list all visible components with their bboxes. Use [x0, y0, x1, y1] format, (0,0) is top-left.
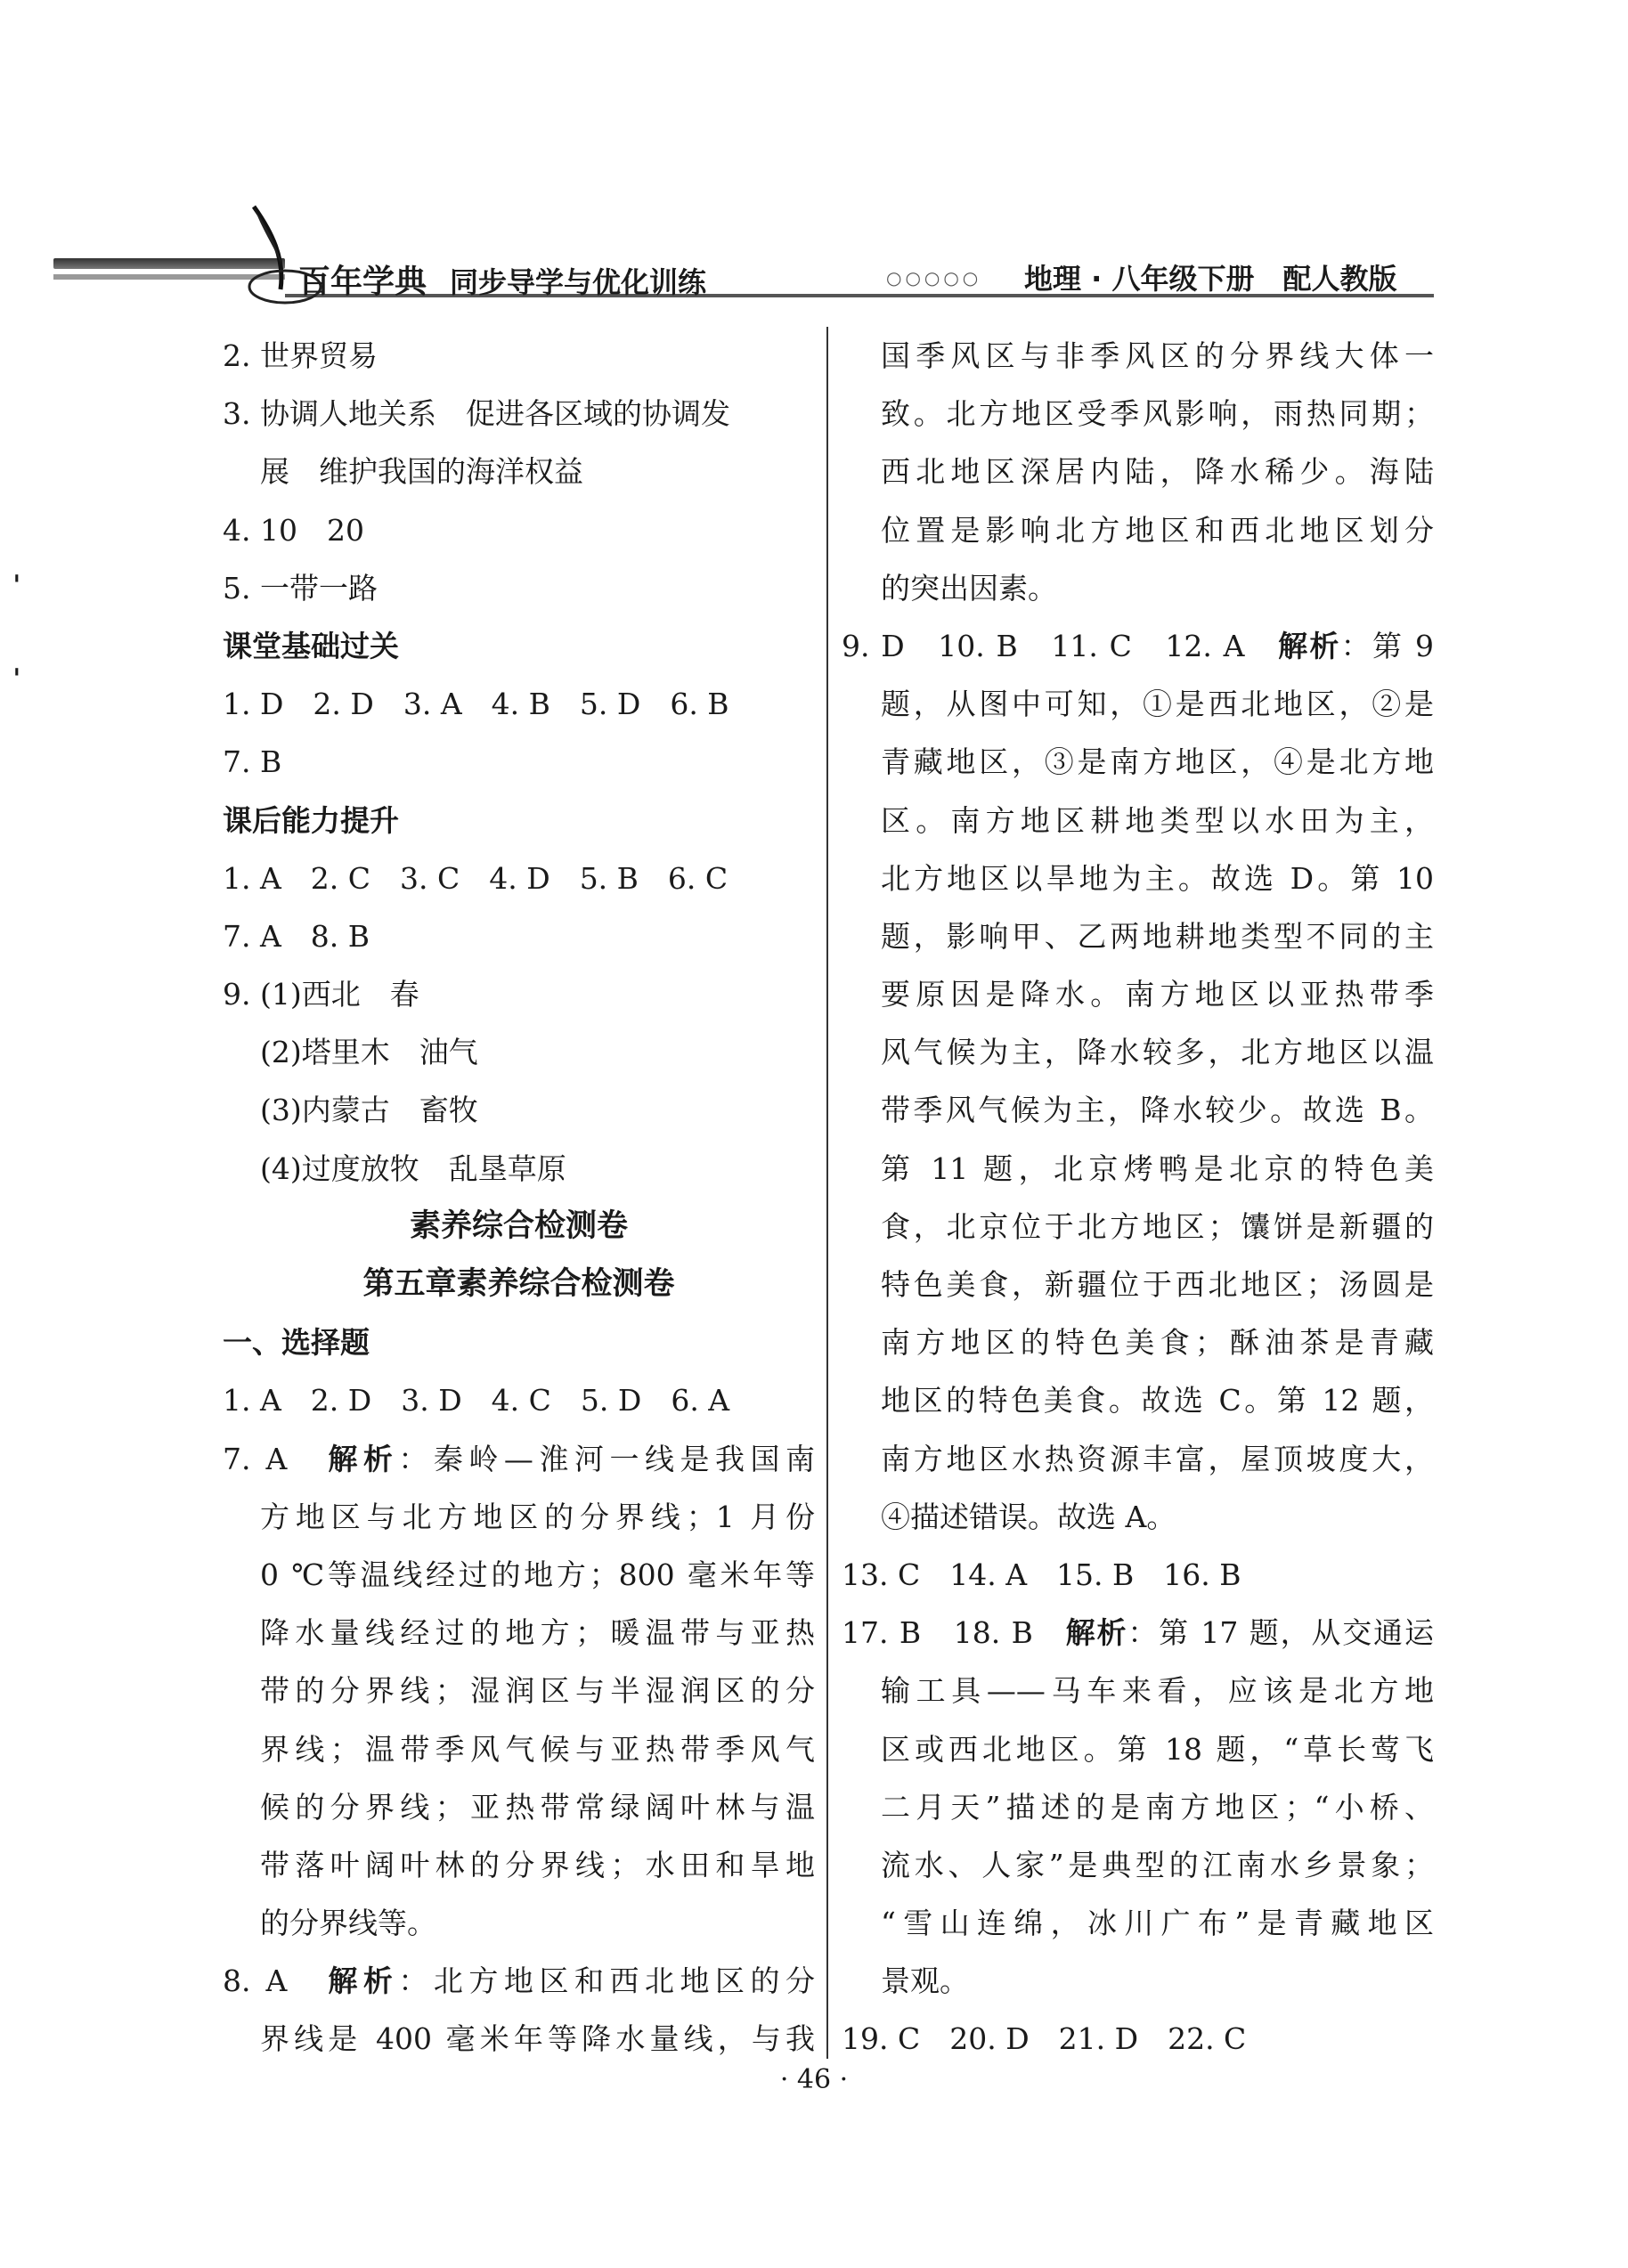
analysis-label: 解析 [328, 1441, 399, 1476]
explanation-line: 南方地区的特色美食；酥油茶是青藏 [881, 1325, 1434, 1361]
explanation-line: 的突出因素。 [881, 570, 1057, 606]
explanation-line: 位置是影响北方地区和西北地区划分 [881, 512, 1434, 548]
section-heading: 课后能力提升 [223, 802, 399, 838]
chapter-test-title: 第五章素养综合检测卷 [362, 1266, 675, 1302]
explanation-line: 第 11 题，北京烤鸭是北京的特色美 [881, 1150, 1434, 1186]
answer-line: (3)内蒙古 畜牧 [260, 1093, 478, 1128]
explanation-line: 方地区与北方地区的分界线；1 月份 [260, 1499, 815, 1534]
page-number: · 46 · [779, 2064, 849, 2095]
header-dots: ○○○○○ [886, 267, 982, 289]
right-column [842, 327, 1434, 2069]
explanation-line: 风气候为主，降水较多，北方地区以温 [881, 1035, 1434, 1070]
explanation-line: 国季风区与非季风区的分界线大体一 [881, 338, 1434, 373]
explanation-line: 带落叶阔叶林的分界线；水田和旱地 [260, 1847, 815, 1882]
answer-line: 7. A 解析：秦岭—淮河一线是我国南 [223, 1441, 816, 1476]
explanation-line: 界线；温带季风气候与亚热带季风气 [260, 1731, 815, 1767]
explanation-line: 输工具——马车来看，应该是北方地 [881, 1673, 1434, 1709]
explanation-line: 食，北京位于北方地区；馕饼是新疆的 [881, 1208, 1434, 1244]
answer-line: 1. A 2. C 3. C 4. D 5. B 6. C [223, 860, 729, 896]
explanation-line: 地区的特色美食。故选 C。第 12 题， [881, 1383, 1434, 1419]
analysis-label: 解析 [1065, 1615, 1128, 1651]
answer-line: (2)塔里木 油气 [260, 1035, 478, 1070]
analysis-label: 解析 [328, 1963, 399, 1999]
explanation-line: 候的分界线；亚热带常绿阔叶林与温 [260, 1789, 815, 1825]
answer-line: 7. B [223, 744, 282, 780]
book-subtitle: 同步导学与优化训练 [450, 265, 707, 299]
explanation-line: 区或西北地区。第 18 题，“草长莺飞 [881, 1731, 1434, 1767]
page-header [53, 205, 1434, 312]
explanation-line: 带的分界线；湿润区与半湿润区的分 [260, 1673, 815, 1709]
column-divider [826, 327, 828, 2059]
scan-mark: ˈ [12, 663, 21, 699]
answer-line: 5. 一带一路 [223, 570, 378, 606]
answer-line: 9. D 10. B 11. C 12. A 解析：第 9 [842, 628, 1434, 663]
explanation-line: 二月天”描述的是南方地区；“小桥、 [881, 1789, 1434, 1825]
answer-line: 2. 世界贸易 [223, 338, 378, 373]
explanation-line: 界线是 400 毫米年等降水量线，与我 [260, 2021, 815, 2057]
test-title: 素养综合检测卷 [409, 1207, 628, 1244]
explanation-line: 青藏地区，③是南方地区，④是北方地 [881, 744, 1434, 780]
left-column [223, 327, 815, 2069]
answer-line: 1. D 2. D 3. A 4. B 5. D 6. B [223, 687, 729, 722]
scan-mark: ˈ [12, 570, 21, 606]
explanation-line: 要原因是降水。南方地区以亚热带季 [881, 977, 1434, 1012]
answer-line: 19. C 20. D 21. D 22. C [842, 2021, 1247, 2057]
explanation-line: 题，从图中可知，①是西北地区，②是 [881, 687, 1434, 722]
explanation-line: 西北地区深居内陆，降水稀少。海陆 [881, 454, 1434, 490]
book-title: 百年学典 [298, 264, 427, 300]
section-heading: 课堂基础过关 [223, 628, 399, 663]
explanation-line: ④描述错误。故选 A。 [881, 1499, 1176, 1534]
explanation-line: 的分界线等。 [260, 1906, 436, 1941]
section-heading: 一、选择题 [223, 1325, 370, 1361]
explanation-line: 致。北方地区受季风影响，雨热同期； [881, 396, 1434, 432]
explanation-line: “雪山连绵，冰川广布”是青藏地区 [881, 1906, 1434, 1941]
answer-line: 3. 协调人地关系 促进各区域的协调发 [223, 396, 730, 432]
answer-line: 8. A 解析：北方地区和西北地区的分 [223, 1963, 816, 1999]
explanation-line: 南方地区水热资源丰富，屋顶坡度大， [881, 1441, 1434, 1476]
explanation-line: 0 ℃等温线经过的地方；800 毫米年等 [260, 1557, 815, 1592]
explanation-line: 带季风气候为主，降水较少。故选 B。 [881, 1093, 1434, 1128]
answer-line: 4. 10 20 [223, 512, 364, 548]
explanation-line: 流水、人家”是典型的江南水乡景象； [881, 1847, 1434, 1882]
answer-line: 13. C 14. A 15. B 16. B [842, 1557, 1241, 1592]
answer-line: 7. A 8. B [223, 918, 370, 954]
explanation-line: 特色美食，新疆位于西北地区；汤圆是 [881, 1267, 1434, 1302]
explanation-line: 北方地区以旱地为主。故选 D。第 10 [881, 860, 1434, 896]
answer-line: 展 维护我国的海洋权益 [260, 454, 583, 490]
explanation-line: 题，影响甲、乙两地耕地类型不同的主 [881, 918, 1434, 954]
answer-line: (4)过度放牧 乱垦草原 [260, 1150, 566, 1186]
header-book-title [298, 256, 706, 302]
answer-line: 9. (1)西北 春 [223, 977, 419, 1012]
header-subject-info: 地理 · 八年级下册 配人教版 [1024, 262, 1397, 296]
answer-line: 1. A 2. D 3. D 4. C 5. D 6. A [223, 1383, 730, 1419]
analysis-label: 解析 [1278, 628, 1341, 663]
answer-line: 17. B 18. B 解析：第 17 题，从交通运 [842, 1615, 1434, 1651]
explanation-line: 景观。 [881, 1963, 969, 1999]
explanation-line: 降水量线经过的地方；暖温带与亚热 [260, 1615, 815, 1651]
explanation-line: 区。南方地区耕地类型以水田为主， [881, 802, 1434, 838]
